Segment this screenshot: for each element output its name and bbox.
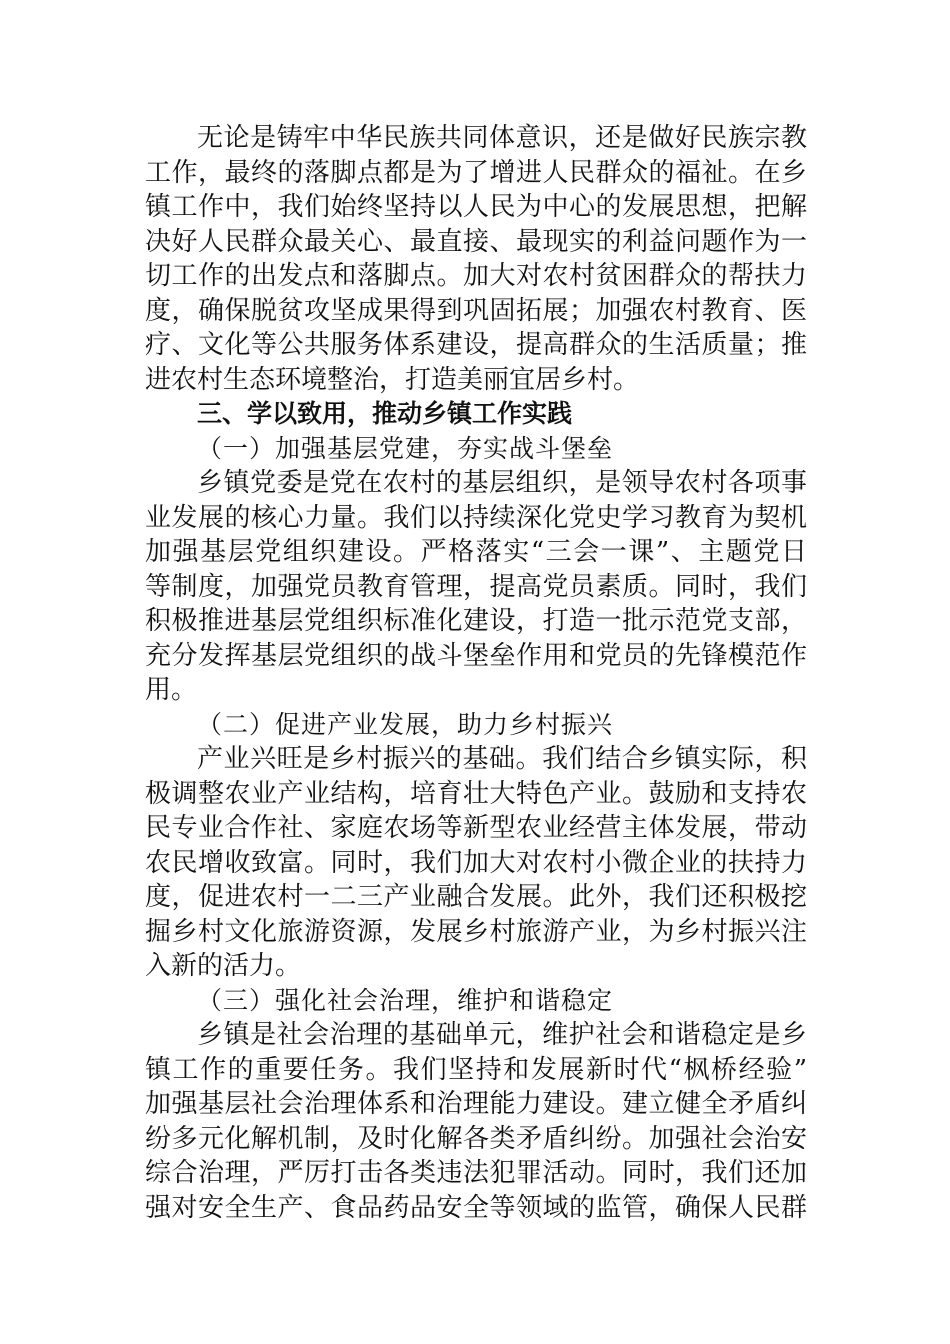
text-line: 疗、文化等公共服务体系建设，提高群众的生活质量；推	[145, 330, 807, 360]
text-line: 镇工作的重要任务。我们坚持和发展新时代“枫桥经验”	[145, 1054, 807, 1085]
text-line: 无论是铸牢中华民族共同体意识，还是做好民族宗教	[197, 123, 807, 153]
text-line: 度，确保脱贫攻坚成果得到巩固拓展；加强农村教育、医	[145, 295, 807, 326]
section-heading: 三、学以致用，推动乡镇工作实践	[197, 399, 573, 428]
subsection-heading: （一）加强基层党建，夯实战斗堡垒	[197, 433, 614, 463]
paragraph	[145, 1018, 807, 1225]
text-line: 充分发挥基层党组织的战斗堡垒作用和党员的先锋模范作	[145, 640, 807, 671]
text-line: 强对安全生产、食品药品安全等领域的监管，确保人民群	[145, 1192, 807, 1223]
document-body	[145, 121, 807, 1225]
paragraph	[145, 466, 807, 708]
text-line: 等制度，加强党员教育管理，提高党员素质。同时，我们	[145, 571, 807, 602]
subsection-heading: （二）促进产业发展，助力乡村振兴	[197, 709, 614, 739]
text-line: 进农村生态环境整治，打造美丽宜居乡村。	[145, 364, 640, 395]
text-line: 产业兴旺是乡村振兴的基础。我们结合乡镇实际，积	[197, 744, 807, 774]
text-line: 乡镇是社会治理的基础单元，维护社会和谐稳定是乡	[197, 1020, 807, 1050]
text-line: 切工作的出发点和落脚点。加大对农村贫困群众的帮扶力	[145, 261, 807, 291]
text-line: 业发展的核心力量。我们以持续深化党史学习教育为契机	[145, 502, 807, 533]
text-line: 乡镇党委是党在农村的基层组织，是领导农村各项事	[197, 468, 807, 498]
text-line: 加强基层社会治理体系和治理能力建设。建立健全矛盾纠	[145, 1089, 807, 1119]
text-line: 民专业合作社、家庭农场等新型农业经营主体发展，带动	[145, 813, 807, 843]
text-line: 工作，最终的落脚点都是为了增进人民群众的福祉。在乡	[145, 157, 807, 188]
subsection-heading: （三）强化社会治理，维护和谐稳定	[197, 985, 614, 1015]
text-line: 掘乡村文化旅游资源，发展乡村旅游产业，为乡村振兴注	[145, 916, 807, 947]
text-line: 纷多元化解机制，及时化解各类矛盾纠纷。加强社会治安	[145, 1123, 807, 1154]
text-line: 度，促进农村一二三产业融合发展。此外，我们还积极挖	[145, 882, 807, 912]
text-line: 加强基层党组织建设。严格落实“三会一课”、主题党日	[145, 537, 807, 567]
paragraph	[145, 121, 807, 397]
text-line: 极调整农业产业结构，培育壮大特色产业。鼓励和支持农	[145, 778, 807, 809]
text-line: 积极推进基层党组织标准化建设，打造一批示范党支部，	[145, 606, 807, 636]
text-line: 镇工作中，我们始终坚持以人民为中心的发展思想，把解	[145, 192, 807, 222]
text-line: 农民增收致富。同时，我们加大对农村小微企业的扶持力	[145, 847, 807, 878]
paragraph	[145, 742, 807, 984]
text-line: 决好人民群众最关心、最直接、最现实的利益问题作为一	[145, 226, 807, 257]
text-line: 综合治理，严厉打击各类违法犯罪活动。同时，我们还加	[145, 1158, 807, 1188]
text-line: 用。	[145, 675, 198, 705]
text-line: 入新的活力。	[145, 951, 302, 981]
